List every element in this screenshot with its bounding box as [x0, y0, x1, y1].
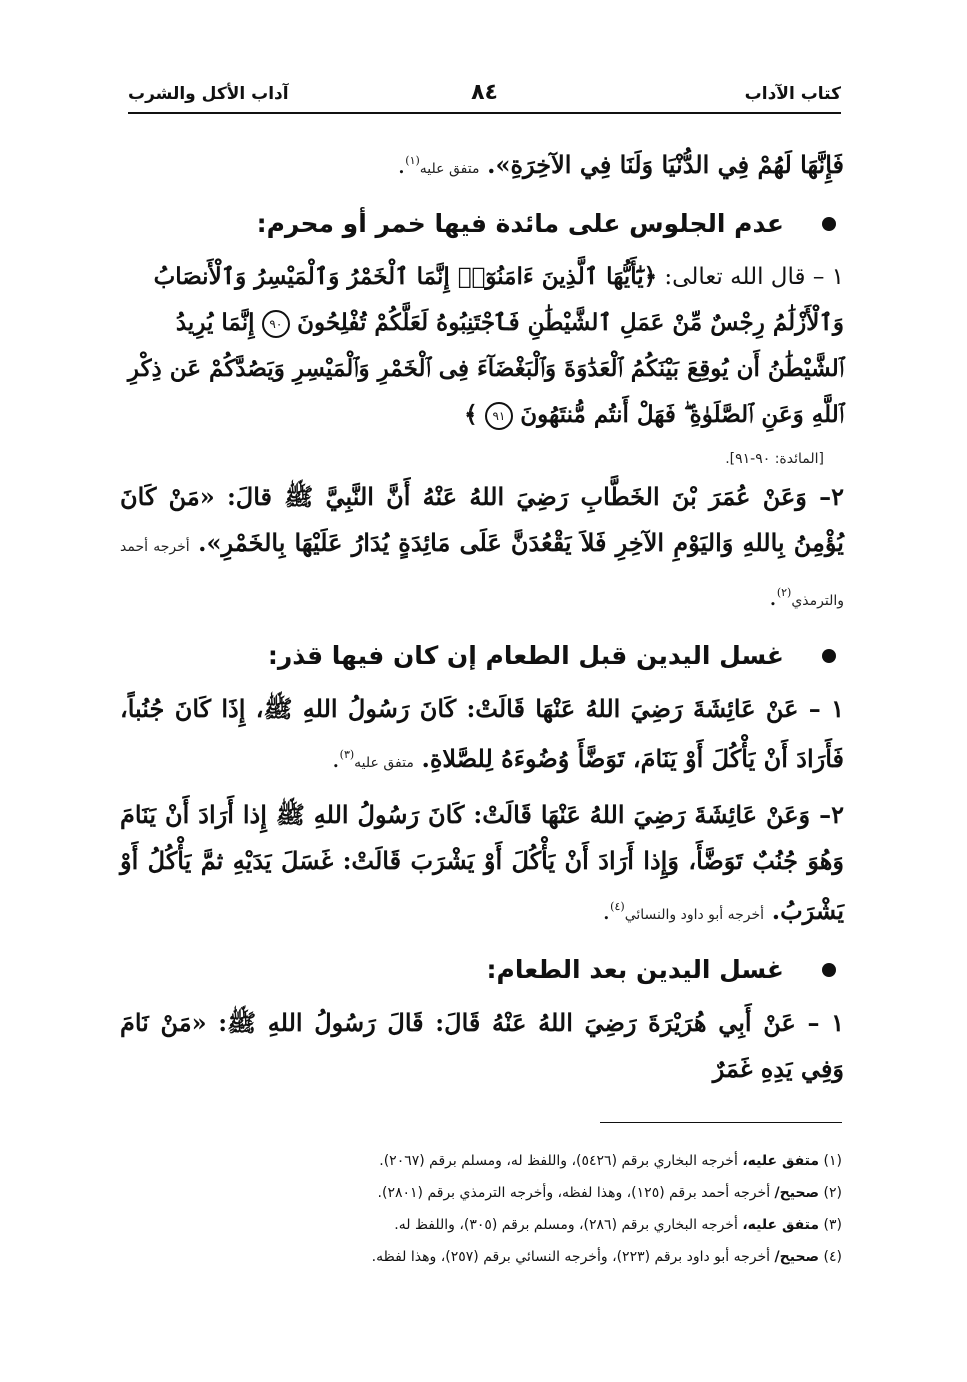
header-book-title: كتاب الآداب [744, 84, 841, 104]
verse-close-bracket: ﴾ [464, 401, 478, 428]
intro-text: فَإِنَّهَا لَهُمْ فِي الدُّنْيَا وَلَنَا فِي الآخِرَةِ». [487, 150, 844, 179]
verse-text-91: إِنَّمَا يُرِيدُ ٱلشَّيْطَٰنُ أَن يُوقِعَ بَيْنَكُمُ ٱلْعَدَٰوَةَ وَٱلْبَغْضَآءَ فِى ٱلْخَمْرِ وَٱلْمَيْسِرِ وَيَصُدَّكُمْ عَن ذِكْرِ ٱللَّهِ وَعَنِ ٱلصَّلَوٰةِ ۖ فَهَلْ أَنتُم مُّنتَهُونَ [127, 309, 844, 428]
hadith-paragraph [120, 1000, 844, 1092]
hadith-source: أخرجه أبو داود والنسائي [624, 907, 765, 923]
section-heading-text: عدم الجلوس على مائدة فيها خمر أو محرم: [256, 209, 784, 238]
intro-source: متفق عليه [419, 161, 480, 177]
bullet-icon [822, 963, 836, 977]
hadith-text: ٢– وَعَنْ عُمَرَ بْنَ الخَطَّابِ رَضِيَ اللهُ عَنْهُ أَنَّ النَّبِيَّ ﷺ قالَ: «مَنْ كَانَ يُؤْمِنُ بِاللهِ وَاليَوْمِ الآخِرِ فَلاَ يَقْعُدَنَّ عَلَى مَائِدَةٍ يُدَارُ عَلَيْهَا بِالخَمْرِ». [120, 482, 844, 557]
bullet-icon [822, 649, 836, 663]
hadith-source: متفق عليه [354, 755, 414, 771]
ayah-number-icon: ٩١ [485, 402, 513, 430]
footnotes [200, 1145, 842, 1273]
section-heading-2 [120, 636, 844, 676]
item-prefix: ١ – قال الله تعالى: [657, 264, 844, 290]
footnote: (١) متفق عليه، أخرجه البخاري برقم (٥٤٢٦)، واللفظ له، ومسلم برقم (٢٠٦٧). [379, 1153, 842, 1169]
footnote-ref-3: (٣) [339, 748, 355, 761]
verse-text-90: ﴿يَٰٓأَيُّهَا ٱلَّذِينَ ءَامَنُوٓا۟ إِنَّمَا ٱلْخَمْرُ وَٱلْمَيْسِرُ وَٱلْأَنصَابُ وَٱلْأَزْلَٰمُ رِجْسٌ مِّنْ عَمَلِ ٱلشَّيْطَٰنِ فَٱجْتَنِبُوهُ لَعَلَّكُمْ تُفْلِحُونَ [153, 263, 844, 336]
section-heading-1 [120, 204, 844, 244]
footnote: (٤) صحيح/ أخرجه أبو داود برقم (٢٢٣)، وأخرجه النسائي برقم (٢٥٧)، وهذا لفظه. [371, 1249, 842, 1265]
quran-quote [120, 254, 844, 438]
footnote-ref-2: (٢) [776, 586, 792, 599]
section-heading-text: غسل اليدين قبل الطعام إن كان فيها قذر: [267, 641, 784, 670]
running-header [128, 78, 841, 114]
section-heading-3 [120, 950, 844, 990]
hadith-text: ١ – عَنْ عَائِشَةَ رَضِيَ اللهُ عَنْهَا قَالَتْ: كَانَ رَسُولُ اللهِ ﷺ، إِذَا كَانَ جُنُباً، فَأَرَادَ أَنْ يَأْكُلَ أَوْ يَنَامَ، تَوَضَّأَ وُضُوءَهُ لِلصَّلاةِ. [120, 694, 844, 773]
footnote-divider [600, 1122, 842, 1123]
footnote-ref-4: (٤) [610, 900, 625, 913]
header-chapter-title: آداب الأكل والشرب [128, 84, 289, 104]
ayah-number-icon: ٩٠ [262, 310, 290, 338]
hadith-paragraph: ١ – عَنْ عَائِشَةَ رَضِيَ اللهُ عَنْهَا قَالَتْ: كَانَ رَسُولُ اللهِ ﷺ، إِذَا كَانَ جُنُباً، فَأَرَادَ أَنْ يَأْكُلَ أَوْ يَنَامَ، تَوَضَّأَ وُضُوءَهُ لِلصَّلاةِ. متفق عليه$^{(٣)}$. [120, 694, 844, 773]
section-heading-text: غسل اليدين بعد الطعام: [486, 955, 784, 984]
hadith-source: أخرجه أحمد والترمذي [120, 539, 844, 609]
footnote-ref-1: (١) [405, 154, 420, 167]
footnote: (٢) صحيح/ أخرجه أحمد برقم (١٢٥)، وهذا لفظه، وأخرجه الترمذي برقم (٢٨٠١). [377, 1185, 842, 1201]
page-body [120, 138, 844, 1098]
hadith-text: ٢– وَعَنْ عَائِشَةَ رَضِيَ اللهُ عَنْهَا قَالَتْ: كَانَ رَسُولُ اللهِ ﷺ إِذا أَرَادَ أَنْ يَنَامَ وَهُوَ جُنُبٌ تَوَضَّأَ، وَإِذا أَرَادَ أَنْ يَأْكُلَ أَوْ يَشْرَبَ قَالَتْ: غَسَلَ يَدَيْهِ ثمَّ يَأْكُلُ أَوْ يَشْرَبُ. [120, 800, 844, 925]
bullet-icon [822, 217, 836, 231]
verse-reference: [المائدة: ٩٠-٩١]. [725, 451, 824, 467]
hadith-text: ١ – عَنْ أَبِي هُرَيْرَةَ رَضِيَ اللهُ عَنْهُ قَالَ: قَالَ رَسُولُ اللهِ ﷺ: «مَنْ نَامَ وَفِي يَدِهِ غَمَرٌ [120, 1008, 845, 1083]
intro-paragraph: فَإِنَّهَا لَهُمْ فِي الدُّنْيَا وَلَنَا فِي الآخِرَةِ». متفق عليه$^{(١)}$. [397, 150, 844, 179]
page-number: ٨٤ [471, 80, 498, 105]
hadith-paragraph: ٢– وَعَنْ عُمَرَ بْنَ الخَطَّابِ رَضِيَ اللهُ عَنْهُ أَنَّ النَّبِيَّ ﷺ قالَ: «مَنْ كَانَ يُؤْمِنُ بِاللهِ وَاليَوْمِ الآخِرِ فَلاَ يَقْعُدَنَّ عَلَى مَائِدَةٍ يُدَارُ عَلَيْهَا بِالخَمْرِ». أخرجه أحمد والترمذي$^{(٢)}$. [120, 482, 844, 611]
footnote: (٣) متفق عليه، أخرجه البخاري برقم (٢٨٦)، ومسلم برقم (٣٠٥)، واللفظ له. [394, 1217, 842, 1233]
hadith-paragraph: ٢– وَعَنْ عَائِشَةَ رَضِيَ اللهُ عَنْهَا قَالَتْ: كَانَ رَسُولُ اللهِ ﷺ إِذا أَرَادَ أَنْ يَنَامَ وَهُوَ جُنُبٌ تَوَضَّأَ، وَإِذا أَرَادَ أَنْ يَأْكُلَ أَوْ يَشْرَبَ قَالَتْ: غَسَلَ يَدَيْهِ ثمَّ يَأْكُلُ أَوْ يَشْرَبُ. أخرجه أبو داود والنسائي$^{(٤)}$. [120, 800, 844, 925]
